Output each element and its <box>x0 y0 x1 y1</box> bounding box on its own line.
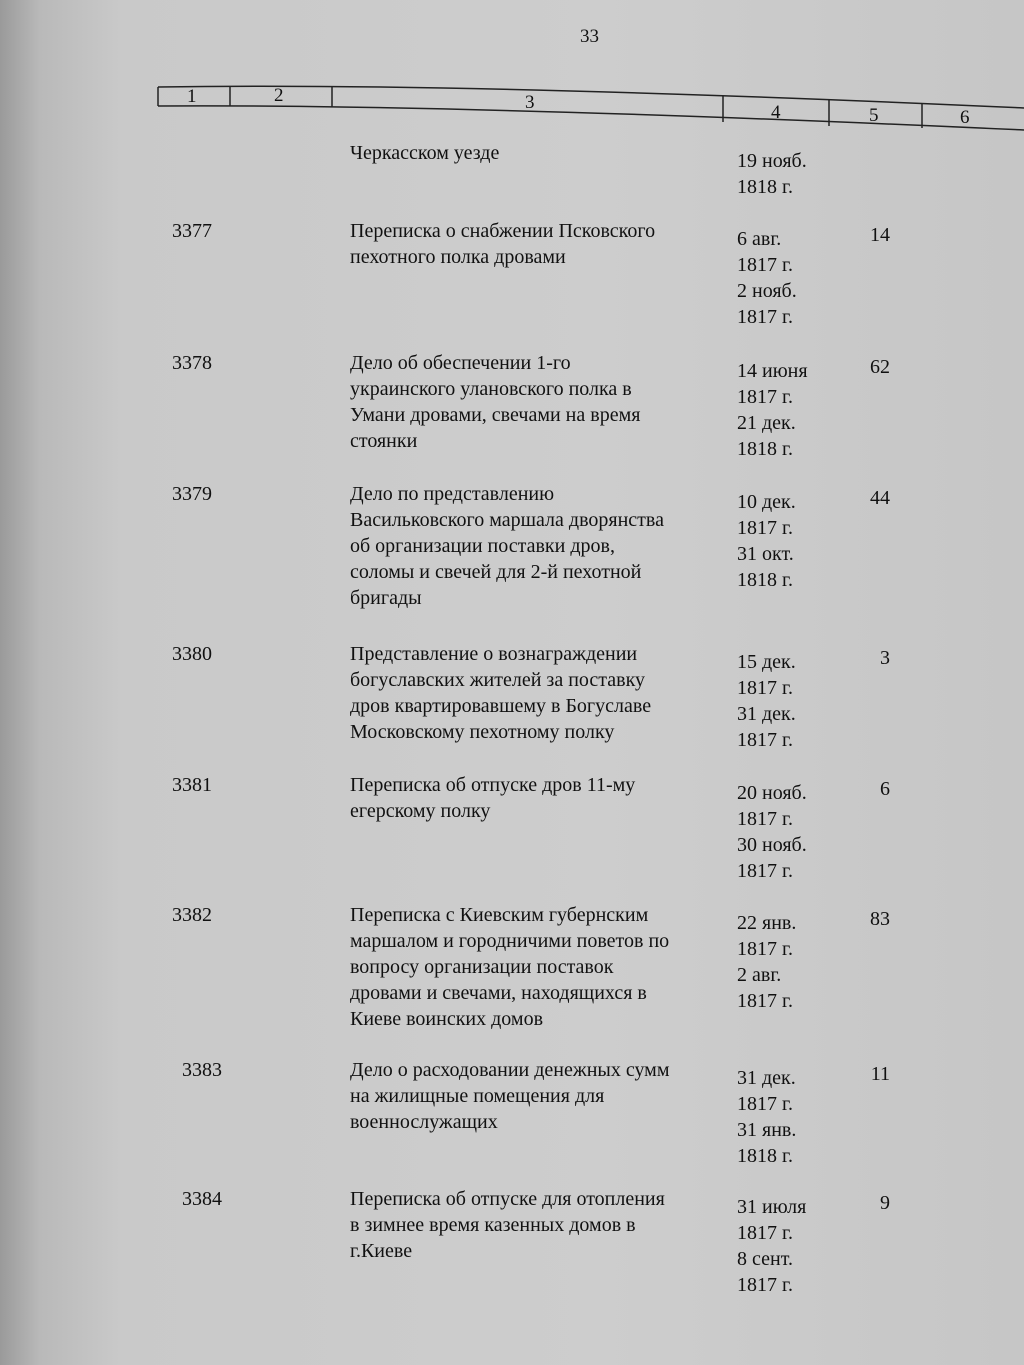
date-line: 1818 г. <box>737 438 793 460</box>
desc-line: богуславских жителей за поставку <box>350 669 646 691</box>
entry-description <box>350 1057 730 1135</box>
entry-number: 3378 <box>172 352 212 374</box>
date-line: 1817 г. <box>737 808 793 830</box>
date-line: 21 дек. <box>737 412 796 434</box>
header-col-2: 2 <box>274 85 284 106</box>
header-col-4: 4 <box>771 102 781 123</box>
date-line: 31 июля <box>737 1196 807 1218</box>
header-col-5: 5 <box>869 105 879 126</box>
entry-dates <box>737 1065 796 1169</box>
date-line: 15 дек. <box>737 651 796 673</box>
entry-description <box>350 350 730 454</box>
date-line: 1817 г. <box>737 517 793 539</box>
desc-line: Представление о вознаграждении <box>350 643 638 665</box>
entry-dates <box>737 780 807 884</box>
desc-line: Московскому пехотному полку <box>350 721 615 743</box>
desc-line: г.Киеве <box>350 1240 413 1262</box>
entry-number: 3383 <box>182 1059 222 1081</box>
entry-sheet-count: 3 <box>880 647 890 669</box>
entry-sheet-count: 6 <box>880 778 890 800</box>
desc-line: украинского улановского полка в <box>350 378 632 400</box>
entry-sheet-count: 44 <box>870 487 890 509</box>
desc-line: бригады <box>350 587 422 609</box>
desc-line: Дело об обеспечении 1-го <box>350 352 571 374</box>
desc-line: Переписка с Киевским губернским <box>350 904 649 926</box>
desc-line: дров квартировавшему в Богуславе <box>350 695 652 717</box>
entry-description <box>350 1186 730 1264</box>
date-line: 8 сент. <box>737 1248 793 1270</box>
desc-line: дровами и свечами, находящихся в <box>350 982 647 1004</box>
entry-description <box>350 218 730 270</box>
entry-sheet-count: 11 <box>870 1063 890 1085</box>
date-line: 20 нояб. <box>737 782 807 804</box>
entry-sheet-count: 62 <box>870 356 890 378</box>
desc-line: Умани дровами, свечами на время <box>350 404 641 426</box>
desc-line: об организации поставки дров, <box>350 535 615 557</box>
date-line: 1817 г. <box>737 1093 793 1115</box>
date-line: 10 дек. <box>737 491 796 513</box>
entry-number: 3381 <box>172 774 212 796</box>
date-line: 1817 г. <box>737 677 793 699</box>
desc-line: Переписка о снабжении Псковского <box>350 220 656 242</box>
entry-description <box>350 772 730 824</box>
desc-line: маршалом и городничими поветов по <box>350 930 670 952</box>
date-line: 31 янв. <box>737 1119 797 1141</box>
header-grid <box>157 84 1024 132</box>
date-line: 14 июня <box>737 360 808 382</box>
desc-line: Киеве воинских домов <box>350 1008 544 1030</box>
desc-line: Переписка об отпуске для отопления <box>350 1188 665 1210</box>
entry-dates <box>737 489 796 593</box>
date-line: 1817 г. <box>737 1274 793 1296</box>
date-line: 22 янв. <box>737 912 797 934</box>
desc-line: Переписка об отпуске дров 11-му <box>350 774 636 796</box>
date-line: 1818 г. <box>737 569 793 591</box>
date-line: 31 дек. <box>737 1067 796 1089</box>
entry-dates <box>737 1194 806 1298</box>
date-line: 30 нояб. <box>737 834 807 856</box>
date-line: 31 окт. <box>737 543 794 565</box>
entry-number: 3377 <box>172 220 212 242</box>
page-number: 33 <box>580 26 599 47</box>
date-line: 1817 г. <box>737 386 793 408</box>
desc-line: Дело по представлению <box>350 483 555 505</box>
date-line: 1818 г. <box>737 176 793 198</box>
desc-line: вопросу организации поставок <box>350 956 614 978</box>
entry-number: 3380 <box>172 643 212 665</box>
entry-dates <box>737 226 797 330</box>
desc-line: соломы и свечей для 2-й пехотной <box>350 561 642 583</box>
entry-dates <box>737 649 796 753</box>
date-line: 1817 г. <box>737 860 793 882</box>
entry-dates <box>737 148 807 200</box>
entry-description <box>350 641 730 745</box>
header-col-3: 3 <box>525 92 535 113</box>
desc-line: в зимнее время казенных домов в <box>350 1214 636 1236</box>
date-line: 31 дек. <box>737 703 796 725</box>
date-line: 1817 г. <box>737 254 793 276</box>
date-line: 1817 г. <box>737 729 793 751</box>
entry-dates <box>737 910 796 1014</box>
desc-line: пехотного полка дровами <box>350 246 566 268</box>
date-line: 2 нояб. <box>737 280 797 302</box>
table-header <box>157 84 1024 132</box>
desc-line: на жилищные помещения для <box>350 1085 605 1107</box>
desc-line: Дело о расходовании денежных сумм <box>350 1059 670 1081</box>
desc-line: Черкасском уезде <box>350 142 500 164</box>
desc-line: Васильковского маршала дворянства <box>350 509 664 531</box>
entry-sheet-count: 9 <box>880 1192 890 1214</box>
entry-description <box>350 140 730 166</box>
date-line: 1817 г. <box>737 938 793 960</box>
entry-description <box>350 902 730 1032</box>
date-line: 1817 г. <box>737 1222 793 1244</box>
entry-number: 3379 <box>172 483 212 505</box>
entry-description <box>350 481 730 611</box>
date-line: 19 нояб. <box>737 150 807 172</box>
date-line: 1817 г. <box>737 990 793 1012</box>
desc-line: военнослужащих <box>350 1111 498 1133</box>
header-col-6: 6 <box>960 107 970 128</box>
header-col-1: 1 <box>187 86 197 107</box>
entry-number: 3384 <box>182 1188 222 1210</box>
date-line: 1817 г. <box>737 306 793 328</box>
date-line: 6 авг. <box>737 228 782 250</box>
date-line: 2 авг. <box>737 964 782 986</box>
entry-number: 3382 <box>172 904 212 926</box>
desc-line: егерскому полку <box>350 800 491 822</box>
entry-sheet-count: 83 <box>870 908 890 930</box>
date-line: 1818 г. <box>737 1145 793 1167</box>
entry-dates <box>737 358 808 462</box>
entry-sheet-count: 14 <box>870 224 890 246</box>
desc-line: стоянки <box>350 430 418 452</box>
